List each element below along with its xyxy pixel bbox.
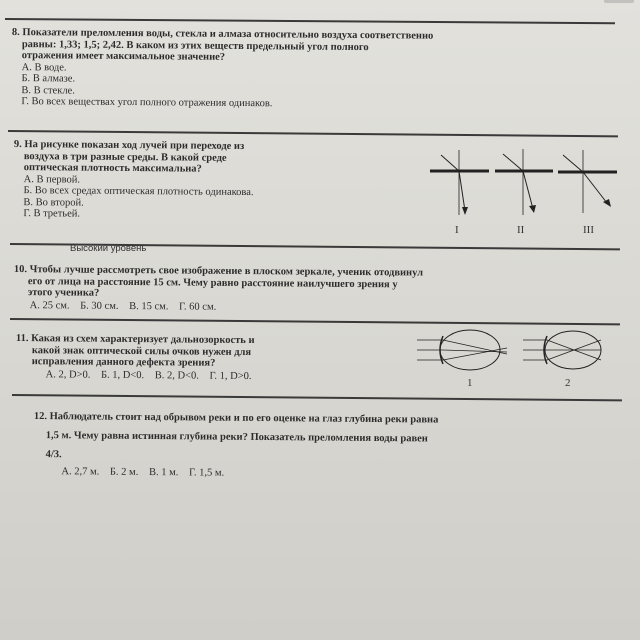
diagram-label-1: I — [455, 224, 459, 236]
refracted-ray-2 — [523, 171, 533, 209]
question-12-number: 12. — [33, 410, 48, 423]
question-11-line-2: какой знак оптической силы очков нужен для — [31, 344, 252, 358]
incident-ray-2 — [503, 154, 523, 171]
question-10-option-d: Г. 60 см. — [179, 300, 217, 313]
question-10-option-a: А. 25 см. — [29, 299, 70, 311]
refraction-diagram-2 — [495, 149, 553, 215]
diagram-label-2: II — [517, 224, 525, 236]
question-12-line-2: 1,5 м. Чему равна истинная глубина реки? Показатель преломления воды равен — [45, 430, 428, 445]
question-10-option-c: В. 15 см. — [129, 300, 169, 312]
question-10-text-1: Чтобы лучше рассмотреть свое изображение в плоском зеркале, ученик отодвинул — [29, 264, 424, 279]
question-11-option-d: Г. 1, D>0. — [209, 370, 252, 382]
question-8-number: 8. — [11, 27, 20, 39]
question-9-number: 9. — [13, 139, 22, 151]
question-12 — [33, 407, 614, 484]
question-9-text-1: На рисунке показан ход лучей при переходе из — [24, 139, 245, 153]
refracted-ray-1 — [459, 171, 465, 211]
refraction-diagram-1 — [430, 150, 489, 215]
refraction-figure — [425, 145, 620, 240]
question-10-number: 10. — [13, 264, 28, 276]
question-12-option-a: А. 2,7 м. — [61, 466, 100, 478]
question-11-option-a: А. 2, D>0. — [45, 368, 91, 381]
ray-arrow-1 — [462, 207, 468, 215]
question-9-line-3: оптическая плотность максимальна? — [23, 162, 202, 175]
ray-1b-inside — [443, 350, 507, 352]
diagram-label-3: III — [583, 224, 594, 236]
question-8-text-1: Показатели преломления воды, стекла и алмаза относительно воздуха соответственно — [22, 27, 434, 42]
incident-ray-1 — [441, 155, 459, 171]
question-9-option-d: Г. В третьей. — [23, 208, 81, 220]
question-10-line-2: его от лица на расстояние 15 см. Чему равно расстояние наилучшего зрения у — [27, 275, 398, 290]
question-12-option-c: В. 1 м. — [148, 467, 179, 479]
question-8-line-2: равны: 1,33; 1,5; 2,42. В каком из этих веществ предельный угол полного — [21, 38, 369, 53]
refraction-diagram-3 — [558, 150, 617, 213]
question-8-option-a: А. В воде. — [21, 61, 67, 73]
question-9-line-2: воздуха в три разные среды. В какой среде — [23, 150, 227, 164]
question-8 — [11, 27, 612, 113]
question-11-line-3: исправления данного дефекта зрения? — [31, 356, 216, 369]
question-12-option-b: Б. 2 м. — [109, 466, 139, 478]
eye-label-2: 2 — [565, 377, 571, 389]
corner-smudge — [604, 0, 634, 3]
divider-top — [5, 18, 615, 24]
question-10-option-b: Б. 30 см. — [80, 300, 119, 312]
question-8-option-b: Б. В алмазе. — [21, 73, 76, 85]
question-9-option-a: А. В первой. — [23, 173, 81, 186]
question-9-option-b: Б. Во всех средах оптическая плотность одинакова. — [23, 185, 254, 199]
question-10-line-3: этого ученика? — [27, 287, 100, 299]
refracted-ray-3 — [583, 172, 607, 203]
divider-q8-q9 — [8, 130, 618, 137]
question-9 — [13, 139, 414, 223]
eye-diagrams-figure — [415, 322, 625, 392]
question-11 — [16, 333, 396, 383]
question-12-option-d: Г. 1,5 м. — [188, 467, 225, 479]
question-11-option-b: Б. 1, D<0. — [100, 369, 145, 381]
difficulty-level-label: Высокий уровень — [70, 243, 147, 254]
question-11-option-c: В. 2, D<0. — [154, 369, 199, 382]
ray-arrow-2 — [529, 205, 536, 213]
question-12-text-1: Наблюдатель стоит над обрывом реки и по его оценке на глаз глубина реки равна — [49, 411, 439, 426]
divider-q11-q12 — [12, 394, 622, 401]
eye-diagram-2 — [523, 331, 601, 369]
question-9-option-c: В. Во второй. — [23, 196, 84, 209]
eye-diagram-1 — [417, 330, 507, 370]
question-11-options — [16, 368, 396, 383]
eye-label-1: 1 — [467, 377, 473, 389]
question-8-line-3: отражения имеет максимальное значение? — [21, 50, 226, 63]
question-8-option-c: В. В стекле. — [21, 84, 75, 97]
question-11-number: 11. — [15, 333, 29, 345]
question-12-line-3: 4/3. — [45, 449, 62, 461]
question-8-option-d: Г. Во всех веществах угол полного отражения одинаков. — [21, 96, 273, 110]
question-11-text-1: Какая из схем характеризует дальнозоркость и — [31, 333, 255, 347]
question-10 — [14, 264, 614, 316]
incident-ray-3 — [563, 155, 583, 172]
